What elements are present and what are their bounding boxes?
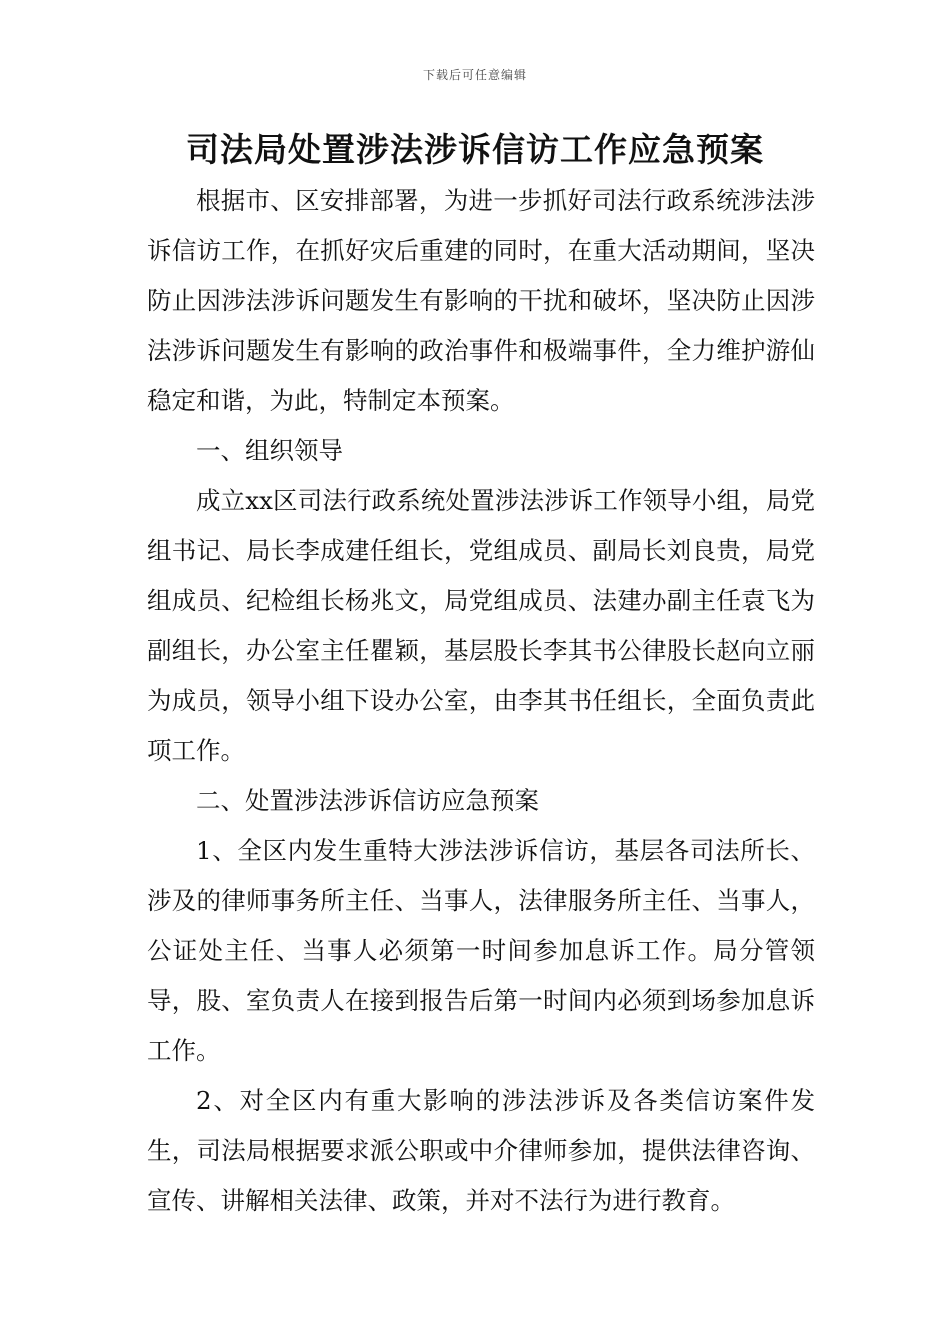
paragraph-plan-item-2: 2、对全区内有重大影响的涉法涉诉及各类信访案件发生，司法局根据要求派公职或中介律师参加，提供法律咨询、宣传、讲解相关法律、政策，并对不法行为进行教育。 [147, 1086, 815, 1215]
section-heading-organization: 一、组织领导 [196, 436, 343, 465]
header-note: 下载后可任意编辑 [422, 68, 527, 82]
section-heading-plan: 二、处置涉法涉诉信访应急预案 [196, 786, 539, 815]
document-title: 司法局处置涉法涉诉信访工作应急预案 [186, 130, 764, 169]
paragraph-organization: 成立xx区司法行政系统处置涉法涉诉工作领导小组，局党组书记、局长李成建任组长，党组成员、副局长刘良贵，局党组成员、纪检组长杨兆文，局党组成员、法建办副主任袁飞为副组长，办公室主任瞿颖，基层股长李其书公律股长赵向立丽为成员，领导小组下设办公室，由李其书任组长，全面负责此项工作。 [147, 486, 815, 765]
paragraph-plan-item-1: 1、全区内发生重特大涉法涉诉信访，基层各司法所长、涉及的律师事务所主任、当事人，法律服务所主任、当事人，公证处主任、当事人必须第一时间参加息诉工作。局分管领导，股、室负责人在接到报告后第一时间内必须到场参加息诉工作。 [147, 836, 815, 1065]
paragraph-intro: 根据市、区安排部署，为进一步抓好司法行政系统涉法涉诉信访工作，在抓好灾后重建的同时，在重大活动期间，坚决防止因涉法涉诉问题发生有影响的干扰和破坏，坚决防止因涉法涉诉问题发生有影响的政治事件和极端事件，全力维护游仙稳定和谐，为此，特制定本预案。 [147, 186, 815, 415]
document-body [147, 176, 815, 1226]
